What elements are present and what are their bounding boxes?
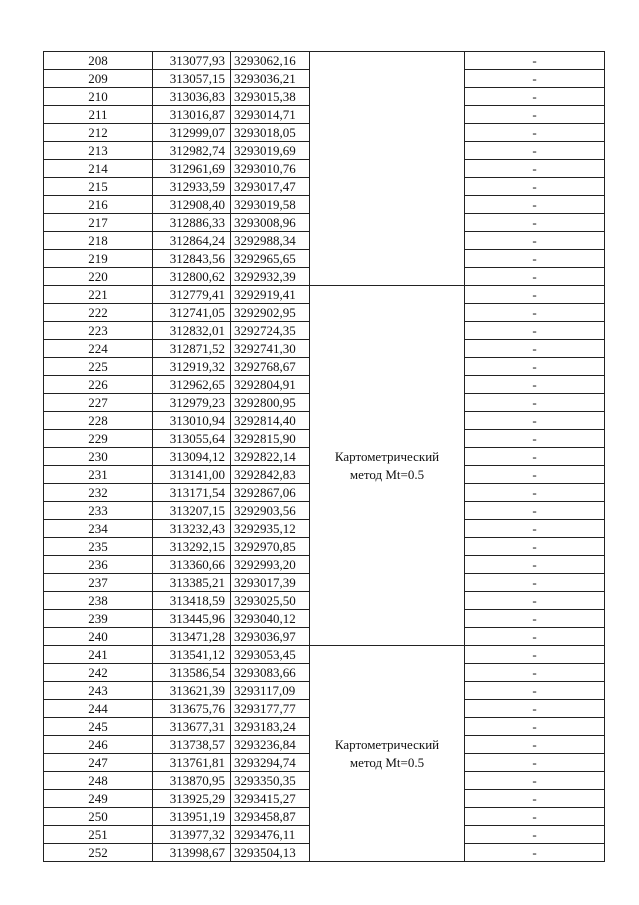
point-number-cell: 242 xyxy=(44,664,153,682)
x-coordinate-cell: 313951,19 xyxy=(153,808,231,826)
x-coordinate-cell: 313292,15 xyxy=(153,538,231,556)
point-number-cell: 239 xyxy=(44,610,153,628)
note-cell: - xyxy=(465,448,605,466)
y-coordinate-cell: 3293236,84 xyxy=(231,736,310,754)
note-cell: - xyxy=(465,322,605,340)
y-coordinate-cell: 3293350,35 xyxy=(231,772,310,790)
x-coordinate-cell: 313171,54 xyxy=(153,484,231,502)
note-cell: - xyxy=(465,466,605,484)
note-cell: - xyxy=(465,196,605,214)
point-number-cell: 222 xyxy=(44,304,153,322)
y-coordinate-cell: 3292903,56 xyxy=(231,502,310,520)
note-cell: - xyxy=(465,700,605,718)
note-cell: - xyxy=(465,178,605,196)
x-coordinate-cell: 312800,62 xyxy=(153,268,231,286)
y-coordinate-cell: 3292804,91 xyxy=(231,376,310,394)
y-coordinate-cell: 3292800,95 xyxy=(231,394,310,412)
x-coordinate-cell: 312961,69 xyxy=(153,160,231,178)
point-number-cell: 240 xyxy=(44,628,153,646)
note-cell: - xyxy=(465,160,605,178)
x-coordinate-cell: 312832,01 xyxy=(153,322,231,340)
point-number-cell: 212 xyxy=(44,124,153,142)
note-cell: - xyxy=(465,718,605,736)
note-cell: - xyxy=(465,646,605,664)
x-coordinate-cell: 313141,00 xyxy=(153,466,231,484)
y-coordinate-cell: 3293010,76 xyxy=(231,160,310,178)
point-number-cell: 229 xyxy=(44,430,153,448)
point-number-cell: 246 xyxy=(44,736,153,754)
point-number-cell: 247 xyxy=(44,754,153,772)
point-number-cell: 252 xyxy=(44,844,153,862)
y-coordinate-cell: 3293062,16 xyxy=(231,52,310,70)
y-coordinate-cell: 3292724,35 xyxy=(231,322,310,340)
y-coordinate-cell: 3292842,83 xyxy=(231,466,310,484)
y-coordinate-cell: 3293415,27 xyxy=(231,790,310,808)
y-coordinate-cell: 3292741,30 xyxy=(231,340,310,358)
point-number-cell: 251 xyxy=(44,826,153,844)
note-cell: - xyxy=(465,790,605,808)
note-cell: - xyxy=(465,844,605,862)
y-coordinate-cell: 3292935,12 xyxy=(231,520,310,538)
point-number-cell: 219 xyxy=(44,250,153,268)
point-number-cell: 216 xyxy=(44,196,153,214)
x-coordinate-cell: 313057,15 xyxy=(153,70,231,88)
x-coordinate-cell: 312962,65 xyxy=(153,376,231,394)
note-cell: - xyxy=(465,304,605,322)
y-coordinate-cell: 3292988,34 xyxy=(231,232,310,250)
y-coordinate-cell: 3292815,90 xyxy=(231,430,310,448)
note-cell: - xyxy=(465,484,605,502)
x-coordinate-cell: 313977,32 xyxy=(153,826,231,844)
point-number-cell: 224 xyxy=(44,340,153,358)
x-coordinate-cell: 313385,21 xyxy=(153,574,231,592)
x-coordinate-cell: 313541,12 xyxy=(153,646,231,664)
method-cell xyxy=(310,286,465,646)
x-coordinate-cell: 312999,07 xyxy=(153,124,231,142)
x-coordinate-cell: 312779,41 xyxy=(153,286,231,304)
method-cell xyxy=(310,52,465,286)
note-cell: - xyxy=(465,52,605,70)
note-cell: - xyxy=(465,430,605,448)
method-text-line: Картометрический xyxy=(334,736,440,752)
note-cell: - xyxy=(465,124,605,142)
note-cell: - xyxy=(465,358,605,376)
method-cell xyxy=(310,646,465,862)
y-coordinate-cell: 3293294,74 xyxy=(231,754,310,772)
x-coordinate-cell: 313232,43 xyxy=(153,520,231,538)
note-cell: - xyxy=(465,106,605,124)
x-coordinate-cell: 313738,57 xyxy=(153,736,231,754)
y-coordinate-cell: 3293025,50 xyxy=(231,592,310,610)
point-number-cell: 211 xyxy=(44,106,153,124)
y-coordinate-cell: 3293017,39 xyxy=(231,574,310,592)
x-coordinate-cell: 313094,12 xyxy=(153,448,231,466)
point-number-cell: 243 xyxy=(44,682,153,700)
note-cell: - xyxy=(465,340,605,358)
note-cell: - xyxy=(465,772,605,790)
point-number-cell: 250 xyxy=(44,808,153,826)
coordinates-table-body xyxy=(44,52,605,862)
point-number-cell: 223 xyxy=(44,322,153,340)
x-coordinate-cell: 312843,56 xyxy=(153,250,231,268)
note-cell: - xyxy=(465,556,605,574)
point-number-cell: 214 xyxy=(44,160,153,178)
note-cell: - xyxy=(465,754,605,772)
x-coordinate-cell: 313870,95 xyxy=(153,772,231,790)
note-cell: - xyxy=(465,664,605,682)
y-coordinate-cell: 3292919,41 xyxy=(231,286,310,304)
point-number-cell: 235 xyxy=(44,538,153,556)
note-cell: - xyxy=(465,610,605,628)
note-cell: - xyxy=(465,502,605,520)
x-coordinate-cell: 313077,93 xyxy=(153,52,231,70)
point-number-cell: 209 xyxy=(44,70,153,88)
note-cell: - xyxy=(465,592,605,610)
x-coordinate-cell: 312919,32 xyxy=(153,358,231,376)
method-text-line: метод Mt=0.5 xyxy=(349,754,425,770)
x-coordinate-cell: 313621,39 xyxy=(153,682,231,700)
y-coordinate-cell: 3293019,58 xyxy=(231,196,310,214)
point-number-cell: 221 xyxy=(44,286,153,304)
point-number-cell: 220 xyxy=(44,268,153,286)
x-coordinate-cell: 313586,54 xyxy=(153,664,231,682)
x-coordinate-cell: 312741,05 xyxy=(153,304,231,322)
note-cell: - xyxy=(465,574,605,592)
y-coordinate-cell: 3292867,06 xyxy=(231,484,310,502)
point-number-cell: 226 xyxy=(44,376,153,394)
note-cell: - xyxy=(465,214,605,232)
y-coordinate-cell: 3292814,40 xyxy=(231,412,310,430)
y-coordinate-cell: 3293008,96 xyxy=(231,214,310,232)
x-coordinate-cell: 312979,23 xyxy=(153,394,231,412)
note-cell: - xyxy=(465,142,605,160)
y-coordinate-cell: 3293183,24 xyxy=(231,718,310,736)
y-coordinate-cell: 3293040,12 xyxy=(231,610,310,628)
x-coordinate-cell: 313036,83 xyxy=(153,88,231,106)
x-coordinate-cell: 313761,81 xyxy=(153,754,231,772)
point-number-cell: 228 xyxy=(44,412,153,430)
note-cell: - xyxy=(465,250,605,268)
y-coordinate-cell: 3292932,39 xyxy=(231,268,310,286)
x-coordinate-cell: 313998,67 xyxy=(153,844,231,862)
y-coordinate-cell: 3293017,47 xyxy=(231,178,310,196)
note-cell: - xyxy=(465,826,605,844)
point-number-cell: 232 xyxy=(44,484,153,502)
point-number-cell: 245 xyxy=(44,718,153,736)
x-coordinate-cell: 312933,59 xyxy=(153,178,231,196)
y-coordinate-cell: 3293177,77 xyxy=(231,700,310,718)
note-cell: - xyxy=(465,232,605,250)
x-coordinate-cell: 313016,87 xyxy=(153,106,231,124)
point-number-cell: 234 xyxy=(44,520,153,538)
point-number-cell: 249 xyxy=(44,790,153,808)
y-coordinate-cell: 3293014,71 xyxy=(231,106,310,124)
note-cell: - xyxy=(465,520,605,538)
x-coordinate-cell: 312871,52 xyxy=(153,340,231,358)
y-coordinate-cell: 3293117,09 xyxy=(231,682,310,700)
y-coordinate-cell: 3293036,97 xyxy=(231,628,310,646)
point-number-cell: 213 xyxy=(44,142,153,160)
x-coordinate-cell: 313360,66 xyxy=(153,556,231,574)
point-number-cell: 210 xyxy=(44,88,153,106)
note-cell: - xyxy=(465,628,605,646)
point-number-cell: 225 xyxy=(44,358,153,376)
x-coordinate-cell: 313055,64 xyxy=(153,430,231,448)
y-coordinate-cell: 3293036,21 xyxy=(231,70,310,88)
y-coordinate-cell: 3292970,85 xyxy=(231,538,310,556)
point-number-cell: 218 xyxy=(44,232,153,250)
x-coordinate-cell: 313925,29 xyxy=(153,790,231,808)
x-coordinate-cell: 312886,33 xyxy=(153,214,231,232)
point-number-cell: 248 xyxy=(44,772,153,790)
point-number-cell: 238 xyxy=(44,592,153,610)
x-coordinate-cell: 313207,15 xyxy=(153,502,231,520)
note-cell: - xyxy=(465,394,605,412)
y-coordinate-cell: 3292993,20 xyxy=(231,556,310,574)
note-cell: - xyxy=(465,268,605,286)
point-number-cell: 215 xyxy=(44,178,153,196)
note-cell: - xyxy=(465,376,605,394)
table-row xyxy=(44,52,605,70)
x-coordinate-cell: 312864,24 xyxy=(153,232,231,250)
note-cell: - xyxy=(465,286,605,304)
y-coordinate-cell: 3293458,87 xyxy=(231,808,310,826)
y-coordinate-cell: 3293015,38 xyxy=(231,88,310,106)
y-coordinate-cell: 3292965,65 xyxy=(231,250,310,268)
coordinates-table xyxy=(43,51,605,862)
note-cell: - xyxy=(465,682,605,700)
note-cell: - xyxy=(465,412,605,430)
y-coordinate-cell: 3293019,69 xyxy=(231,142,310,160)
note-cell: - xyxy=(465,70,605,88)
x-coordinate-cell: 313445,96 xyxy=(153,610,231,628)
point-number-cell: 208 xyxy=(44,52,153,70)
point-number-cell: 231 xyxy=(44,466,153,484)
point-number-cell: 230 xyxy=(44,448,153,466)
point-number-cell: 237 xyxy=(44,574,153,592)
table-row xyxy=(44,286,605,304)
point-number-cell: 227 xyxy=(44,394,153,412)
y-coordinate-cell: 3293476,11 xyxy=(231,826,310,844)
y-coordinate-cell: 3293018,05 xyxy=(231,124,310,142)
x-coordinate-cell: 313418,59 xyxy=(153,592,231,610)
y-coordinate-cell: 3293083,66 xyxy=(231,664,310,682)
point-number-cell: 217 xyxy=(44,214,153,232)
method-text-line: Картометрический xyxy=(334,448,440,464)
x-coordinate-cell: 313675,76 xyxy=(153,700,231,718)
x-coordinate-cell: 313471,28 xyxy=(153,628,231,646)
note-cell: - xyxy=(465,88,605,106)
y-coordinate-cell: 3293504,13 xyxy=(231,844,310,862)
y-coordinate-cell: 3293053,45 xyxy=(231,646,310,664)
x-coordinate-cell: 312908,40 xyxy=(153,196,231,214)
point-number-cell: 241 xyxy=(44,646,153,664)
method-text-line: метод Mt=0.5 xyxy=(349,466,425,482)
x-coordinate-cell: 313010,94 xyxy=(153,412,231,430)
note-cell: - xyxy=(465,808,605,826)
note-cell: - xyxy=(465,538,605,556)
x-coordinate-cell: 313677,31 xyxy=(153,718,231,736)
x-coordinate-cell: 312982,74 xyxy=(153,142,231,160)
point-number-cell: 244 xyxy=(44,700,153,718)
table-row xyxy=(44,646,605,664)
y-coordinate-cell: 3292902,95 xyxy=(231,304,310,322)
y-coordinate-cell: 3292768,67 xyxy=(231,358,310,376)
y-coordinate-cell: 3292822,14 xyxy=(231,448,310,466)
point-number-cell: 236 xyxy=(44,556,153,574)
point-number-cell: 233 xyxy=(44,502,153,520)
note-cell: - xyxy=(465,736,605,754)
